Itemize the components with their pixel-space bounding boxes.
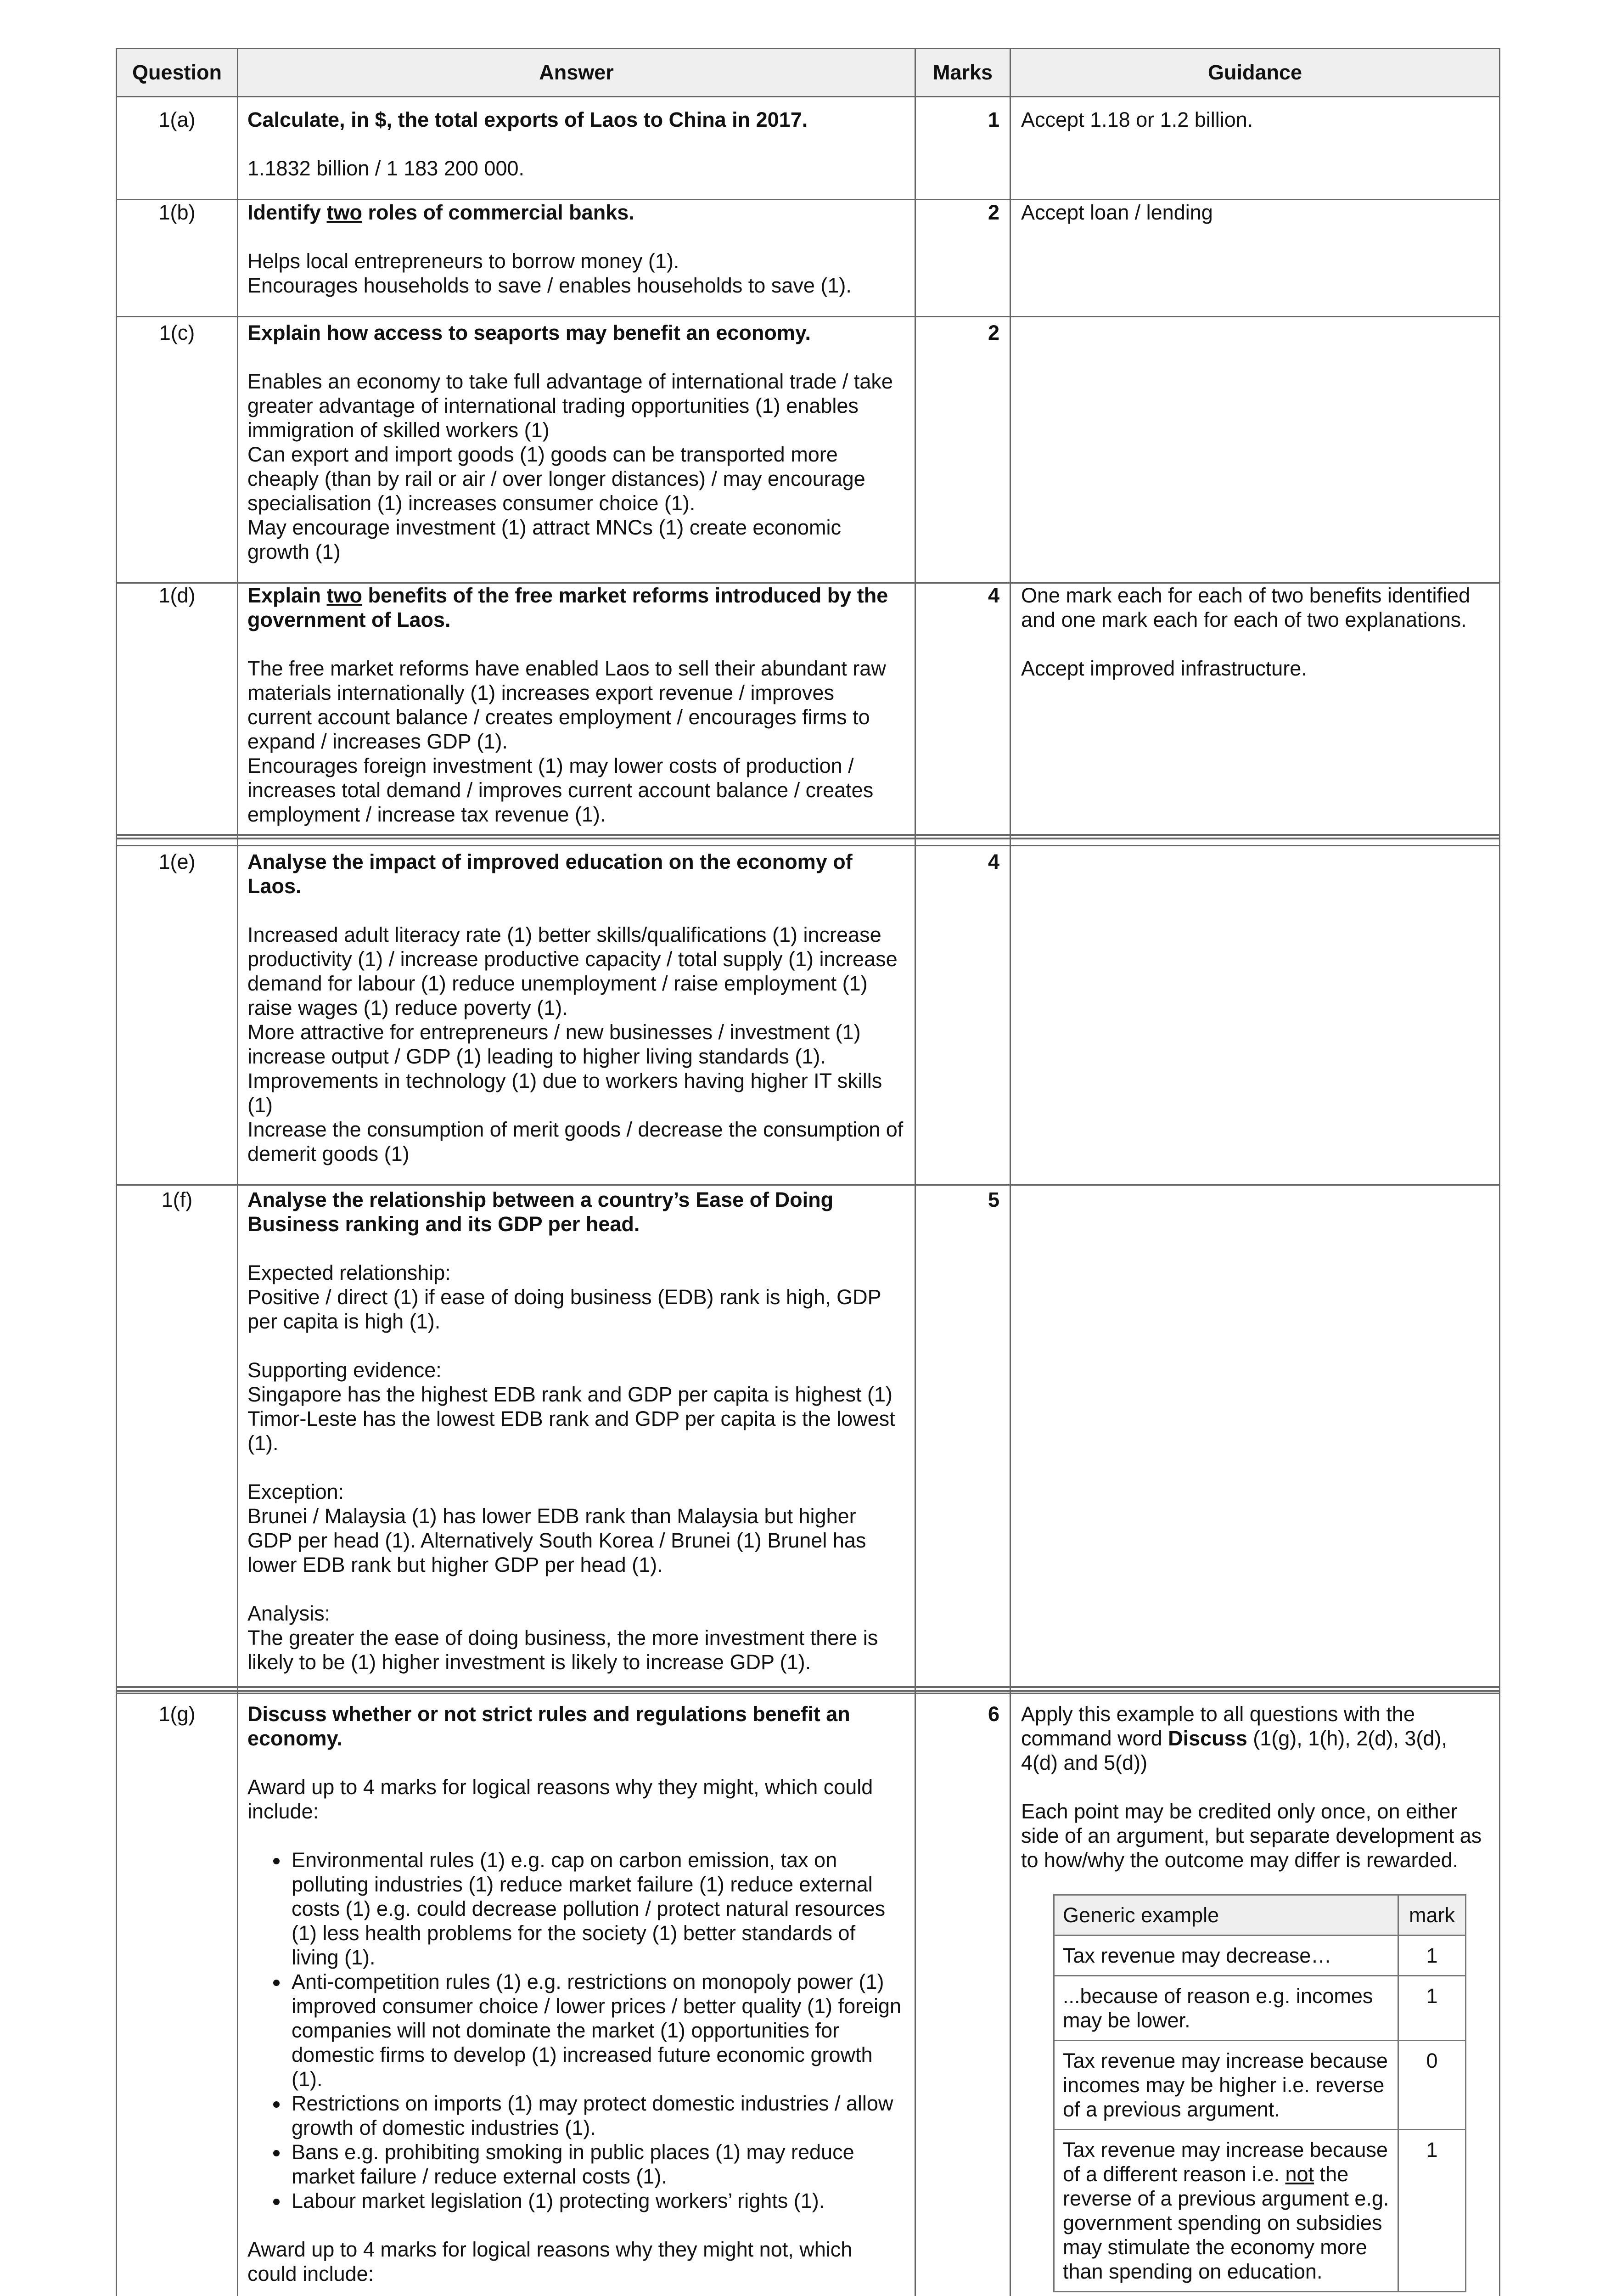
marks-value: 6	[915, 1692, 1010, 2296]
example-text: Tax revenue may increase because of a different reason i.e. not the reverse of a previous argument e.g. government spending on subsidies may stimulate the economy more than spending on education.	[1054, 2130, 1398, 2292]
table-row	[116, 310, 1500, 573]
reasons-for-list	[247, 1848, 904, 2213]
guidance-text: Each point may be credited only once, on either side of an argument, but separate development as to how/why the outcome may differ is rewarded.	[1021, 1800, 1482, 1872]
answer-line: The free market reforms have enabled Laos to sell their abundant raw materials internationally (1) increases export revenue / improves current account balance / creates employment / encourages firms to expand / increases GDP (1).	[247, 657, 886, 753]
answer-line: May encourage investment (1) attract MNCs (1) create economic growth (1)	[247, 516, 841, 563]
answer-line: Encourages foreign investment (1) may lower costs of production / increases total demand / improves current account balance / creates employment / increase tax revenue (1).	[247, 754, 874, 826]
marks-value: 4	[915, 839, 1010, 1186]
example-header: Generic example	[1054, 1895, 1398, 1936]
example-row	[1054, 1936, 1466, 1976]
question-text: Discuss whether or not strict rules and regulations benefit an economy.	[247, 1702, 850, 1750]
list-item: • Restrictions on imports (1) may protect domestic industries / allow growth of domestic industries (1).	[289, 2091, 904, 2140]
example-header-row	[1054, 1895, 1466, 1936]
guidance-cell	[1010, 573, 1500, 846]
section-label: Expected relationship:	[247, 1261, 451, 1284]
guidance-cell	[1010, 190, 1500, 317]
table-row	[116, 1177, 1500, 1686]
answer-line: Helps local entrepreneurs to borrow money (1).	[247, 249, 679, 273]
table-row	[116, 1686, 1500, 2296]
table-header	[116, 48, 1500, 97]
guidance-text: Accept improved infrastructure.	[1021, 657, 1307, 680]
guidance-text: Accept 1.18 or 1.2 billion.	[1021, 108, 1253, 131]
answer-line: Increased adult literacy rate (1) better skills/qualifications (1) increase productivity (1) / increase productive capacity / total supply (1) increase demand for labour (1) reduce unemployment / raise employment (1) raise wages (1) reduce poverty (1).	[247, 923, 898, 1019]
marks-value: 2	[915, 190, 1010, 317]
guidance-cell	[1010, 310, 1500, 584]
answer-cell	[237, 310, 915, 584]
guidance-text: Accept loan / lending	[1021, 201, 1213, 224]
answer-cell	[237, 190, 915, 317]
question-number: 1(g)	[116, 1692, 237, 2296]
example-row	[1054, 2130, 1466, 2292]
example-mark: 1	[1398, 1976, 1466, 2041]
example-mark: 1	[1398, 2130, 1466, 2292]
marks-value: 2	[915, 310, 1010, 584]
answer-line: Positive / direct (1) if ease of doing business (EDB) rank is high, GDP per capita is high (1).	[247, 1285, 881, 1333]
answer-cell	[237, 839, 915, 1186]
answer-line: Encourages households to save / enables households to save (1).	[247, 274, 852, 297]
marks-value: 1	[915, 97, 1010, 200]
answer-line: Brunei / Malaysia (1) has lower EDB rank than Malaysia but higher GDP per head (1). Alternatively South Korea / Brunei (1) Brunel has lower EDB rank but higher GDP per head (1).	[247, 1504, 866, 1576]
example-text: ...because of reason e.g. incomes may be lower.	[1054, 1976, 1398, 2041]
question-number: 1(e)	[116, 839, 237, 1186]
example-row	[1054, 2041, 1466, 2130]
question-number: 1(a)	[116, 97, 237, 200]
marks-value: 4	[915, 573, 1010, 846]
example-mark-header: mark	[1398, 1895, 1466, 1936]
generic-example-table	[1053, 1894, 1466, 2292]
table-row	[116, 834, 1500, 1177]
marks-value: 5	[915, 1177, 1010, 1694]
answer-cell	[237, 1177, 915, 1694]
section-label: Supporting evidence:	[247, 1358, 442, 1382]
section-label: Exception:	[247, 1480, 344, 1503]
example-text: Tax revenue may decrease…	[1054, 1936, 1398, 1976]
col-answer-header: Answer	[237, 48, 915, 97]
answer-line: Improvements in technology (1) due to workers having higher IT skills (1)	[247, 1069, 882, 1117]
question-number: 1(b)	[116, 190, 237, 317]
list-item: • Labour market legislation (1) protecting workers’ rights (1).	[289, 2189, 904, 2213]
question-text: Calculate, in $, the total exports of Laos to China in 2017.	[247, 108, 808, 131]
guidance-cell	[1010, 97, 1500, 200]
guidance-cell	[1010, 1177, 1500, 1694]
section-label: Analysis:	[247, 1602, 331, 1625]
answer-line: Increase the consumption of merit goods / decrease the consumption of demerit goods (1)	[247, 1118, 904, 1165]
guidance-text: Apply this example to all questions with the command word Discuss (1(g), 1(h), 2(d), 3(d), 4(d) and 5(d))	[1021, 1702, 1447, 1774]
question-text: Analyse the impact of improved education on the economy of Laos.	[247, 850, 853, 898]
answer-cell	[237, 97, 915, 200]
table-row	[116, 190, 1500, 310]
example-text: Tax revenue may increase because incomes may be higher i.e. reverse of a previous argument.	[1054, 2041, 1398, 2130]
col-guidance-header: Guidance	[1010, 48, 1500, 97]
guidance-cell	[1010, 839, 1500, 1186]
answer-line: Can export and import goods (1) goods can be transported more cheaply (than by rail or air / over longer distances) / may encourage specialisation (1) increases consumer choice (1).	[247, 443, 865, 515]
list-item: • Anti-competition rules (1) e.g. restrictions on monopoly power (1) improved consumer choice / lower prices / better quality (1) foreign companies will not dominate the market (1) opportunities for domestic firms to develop (1) increased future economic growth (1).	[289, 1970, 904, 2091]
guidance-text: One mark each for each of two benefits identified and one mark each for each of two explanations.	[1021, 584, 1471, 631]
table-row	[116, 97, 1500, 190]
list-item: • Environmental rules (1) e.g. cap on carbon emission, tax on polluting industries (1) reduce market failure (1) reduce external costs (1) e.g. could decrease pollution / protect natural resources (1) less health problems for the society (1) better standards of living (1).	[289, 1848, 904, 1970]
col-marks-header: Marks	[915, 48, 1010, 97]
answer-line: Singapore has the highest EDB rank and GDP per capita is highest (1) Timor-Leste has the lowest EDB rank and GDP per capita is the lowest (1).	[247, 1383, 895, 1455]
table-row	[116, 573, 1500, 834]
answer-line: Enables an economy to take full advantage of international trade / take greater advantage of international trading opportunities (1) enables immigration of skilled workers (1)	[247, 370, 893, 442]
answer-line: The greater the ease of doing business, the more investment there is likely to be (1) higher investment is likely to increase GDP (1).	[247, 1626, 878, 1674]
question-number: 1(d)	[116, 573, 237, 846]
list-item: • Bans e.g. prohibiting smoking in public places (1) may reduce market failure / reduce external costs (1).	[289, 2140, 904, 2189]
example-mark: 1	[1398, 1936, 1466, 1976]
award-intro: Award up to 4 marks for logical reasons why they might not, which could include:	[247, 2238, 853, 2285]
award-intro: Award up to 4 marks for logical reasons why they might, which could include:	[247, 1775, 873, 1823]
guidance-cell	[1010, 1692, 1500, 2296]
col-question-header: Question	[116, 48, 237, 97]
question-text: Identify two roles of commercial banks.	[247, 201, 634, 224]
answer-line: More attractive for entrepreneurs / new businesses / investment (1) increase output / GDP (1) leading to higher living standards (1).	[247, 1020, 861, 1068]
question-number: 1(c)	[116, 310, 237, 584]
answer-line: 1.1832 billion / 1 183 200 000.	[247, 157, 524, 180]
answer-cell	[237, 573, 915, 846]
answer-cell	[237, 1692, 915, 2296]
question-number: 1(f)	[116, 1177, 237, 1694]
example-row	[1054, 1976, 1466, 2041]
example-mark: 0	[1398, 2041, 1466, 2130]
mark-scheme-table	[116, 48, 1500, 2296]
question-text: Explain two benefits of the free market reforms introduced by the government of Laos.	[247, 584, 888, 631]
question-text: Analyse the relationship between a country’s Ease of Doing Business ranking and its GDP per head.	[247, 1188, 834, 1236]
question-text: Explain how access to seaports may benefit an economy.	[247, 321, 811, 344]
